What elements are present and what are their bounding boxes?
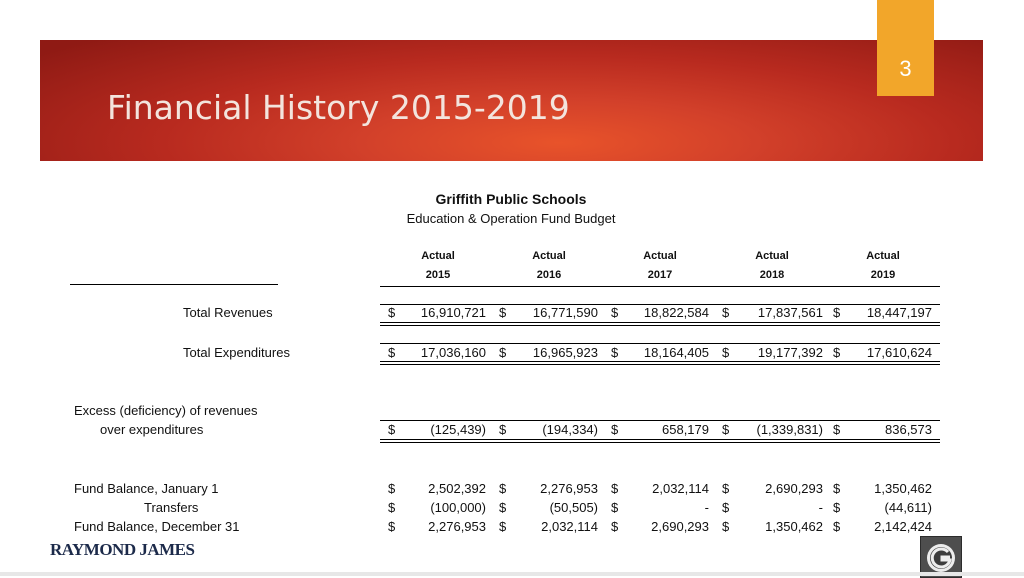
expenditures-bottom-rule — [380, 361, 940, 365]
value-fund-begin-2015: 2,502,392 — [428, 481, 486, 496]
excess-bottom-rule — [380, 439, 940, 443]
currency-symbol: $ — [388, 500, 396, 515]
raymond-james-logo: RAYMOND JAMES — [50, 540, 195, 559]
value-excess-2015: (125,439) — [430, 422, 486, 437]
label-total-revenues: Total Revenues — [183, 305, 273, 320]
currency-symbol: $ — [499, 305, 507, 320]
value-excess-2019: 836,573 — [885, 422, 932, 437]
label-excess-line1: Excess (deficiency) of revenues — [74, 403, 258, 418]
currency-symbol: $ — [833, 500, 841, 515]
currency-symbol: $ — [833, 422, 841, 437]
currency-symbol: $ — [499, 519, 507, 534]
currency-symbol: $ — [611, 345, 619, 360]
currency-symbol: $ — [722, 422, 730, 437]
currency-symbol: $ — [611, 305, 619, 320]
value-fund-begin-2019: 1,350,462 — [874, 481, 932, 496]
page-title: Financial History 2015-2019 — [107, 88, 570, 127]
label-header-rule — [70, 284, 278, 285]
currency-symbol: $ — [499, 500, 507, 515]
col-year-2016: 2016 — [536, 269, 562, 281]
value-excess-2016: (194,334) — [542, 422, 598, 437]
value-excess-2017: 658,179 — [662, 422, 709, 437]
value-fund-begin-2017: 2,032,114 — [652, 481, 709, 496]
label-total-expenditures: Total Expenditures — [183, 345, 290, 360]
label-fund-begin: Fund Balance, January 1 — [74, 481, 219, 496]
currency-symbol: $ — [833, 481, 841, 496]
currency-symbol: $ — [722, 345, 730, 360]
value-revenues-2015: 16,910,721 — [420, 305, 486, 320]
currency-symbol: $ — [611, 500, 619, 515]
label-fund-end: Fund Balance, December 31 — [74, 519, 240, 534]
currency-symbol: $ — [722, 305, 730, 320]
value-expenditures-2018: 19,177,392 — [757, 345, 823, 360]
currency-symbol: $ — [499, 481, 507, 496]
expenditures-top-rule — [380, 343, 940, 344]
page-number-tab — [877, 0, 934, 96]
value-transfers-2019: (44,611) — [884, 500, 932, 515]
currency-symbol: $ — [388, 519, 396, 534]
label-excess-line2: over expenditures — [100, 422, 204, 437]
page-number: 3 — [899, 56, 912, 81]
currency-symbol: $ — [611, 481, 619, 496]
col-year-2017: 2017 — [647, 269, 673, 281]
col-year-2015: 2015 — [425, 269, 451, 281]
value-fund-end-2018: 1,350,462 — [765, 519, 823, 534]
value-revenues-2018: 17,837,561 — [757, 305, 823, 320]
value-fund-begin-2018: 2,690,293 — [765, 481, 823, 496]
value-expenditures-2016: 16,965,923 — [532, 345, 598, 360]
currency-symbol: $ — [611, 519, 619, 534]
value-fund-end-2016: 2,032,114 — [541, 519, 598, 534]
value-fund-end-2017: 2,690,293 — [651, 519, 709, 534]
currency-symbol: $ — [499, 422, 507, 437]
col-status-2016: Actual — [532, 250, 566, 262]
value-revenues-2017: 18,822,584 — [643, 305, 709, 320]
value-fund-end-2019: 2,142,424 — [874, 519, 932, 534]
currency-symbol: $ — [499, 345, 507, 360]
currency-symbol: $ — [388, 422, 396, 437]
currency-symbol: $ — [611, 422, 619, 437]
col-status-2018: Actual — [755, 250, 789, 262]
value-transfers-2016: (50,505) — [549, 500, 598, 515]
label-transfers: Transfers — [144, 500, 199, 515]
col-status-2015: Actual — [421, 250, 455, 262]
currency-symbol: $ — [722, 519, 730, 534]
col-status-2019: Actual — [866, 250, 900, 262]
value-revenues-2019: 18,447,197 — [866, 305, 932, 320]
col-status-2017: Actual — [643, 250, 677, 262]
report-subtitle: Education & Operation Fund Budget — [406, 211, 616, 226]
currency-symbol: $ — [388, 345, 396, 360]
value-expenditures-2015: 17,036,160 — [420, 345, 486, 360]
value-fund-end-2015: 2,276,953 — [428, 519, 486, 534]
col-year-2018: 2018 — [759, 269, 785, 281]
currency-symbol: $ — [388, 481, 396, 496]
col-year-2019: 2019 — [870, 269, 896, 281]
currency-symbol: $ — [833, 345, 841, 360]
currency-symbol: $ — [388, 305, 396, 320]
footer-line — [0, 572, 1024, 576]
report-org: Griffith Public Schools — [435, 191, 587, 207]
currency-symbol: $ — [833, 519, 841, 534]
value-fund-begin-2016: 2,276,953 — [540, 481, 598, 496]
header-rule — [380, 286, 940, 287]
value-transfers-2017: - — [704, 500, 709, 515]
value-expenditures-2019: 17,610,624 — [866, 345, 932, 360]
value-revenues-2016: 16,771,590 — [532, 305, 598, 320]
revenues-bottom-rule — [380, 322, 940, 326]
currency-symbol: $ — [722, 500, 730, 515]
currency-symbol: $ — [833, 305, 841, 320]
value-expenditures-2017: 18,164,405 — [643, 345, 709, 360]
value-transfers-2018: - — [818, 500, 823, 515]
currency-symbol: $ — [722, 481, 730, 496]
excess-top-rule — [380, 420, 940, 421]
value-transfers-2015: (100,000) — [430, 500, 486, 515]
value-excess-2018: (1,339,831) — [756, 422, 823, 437]
